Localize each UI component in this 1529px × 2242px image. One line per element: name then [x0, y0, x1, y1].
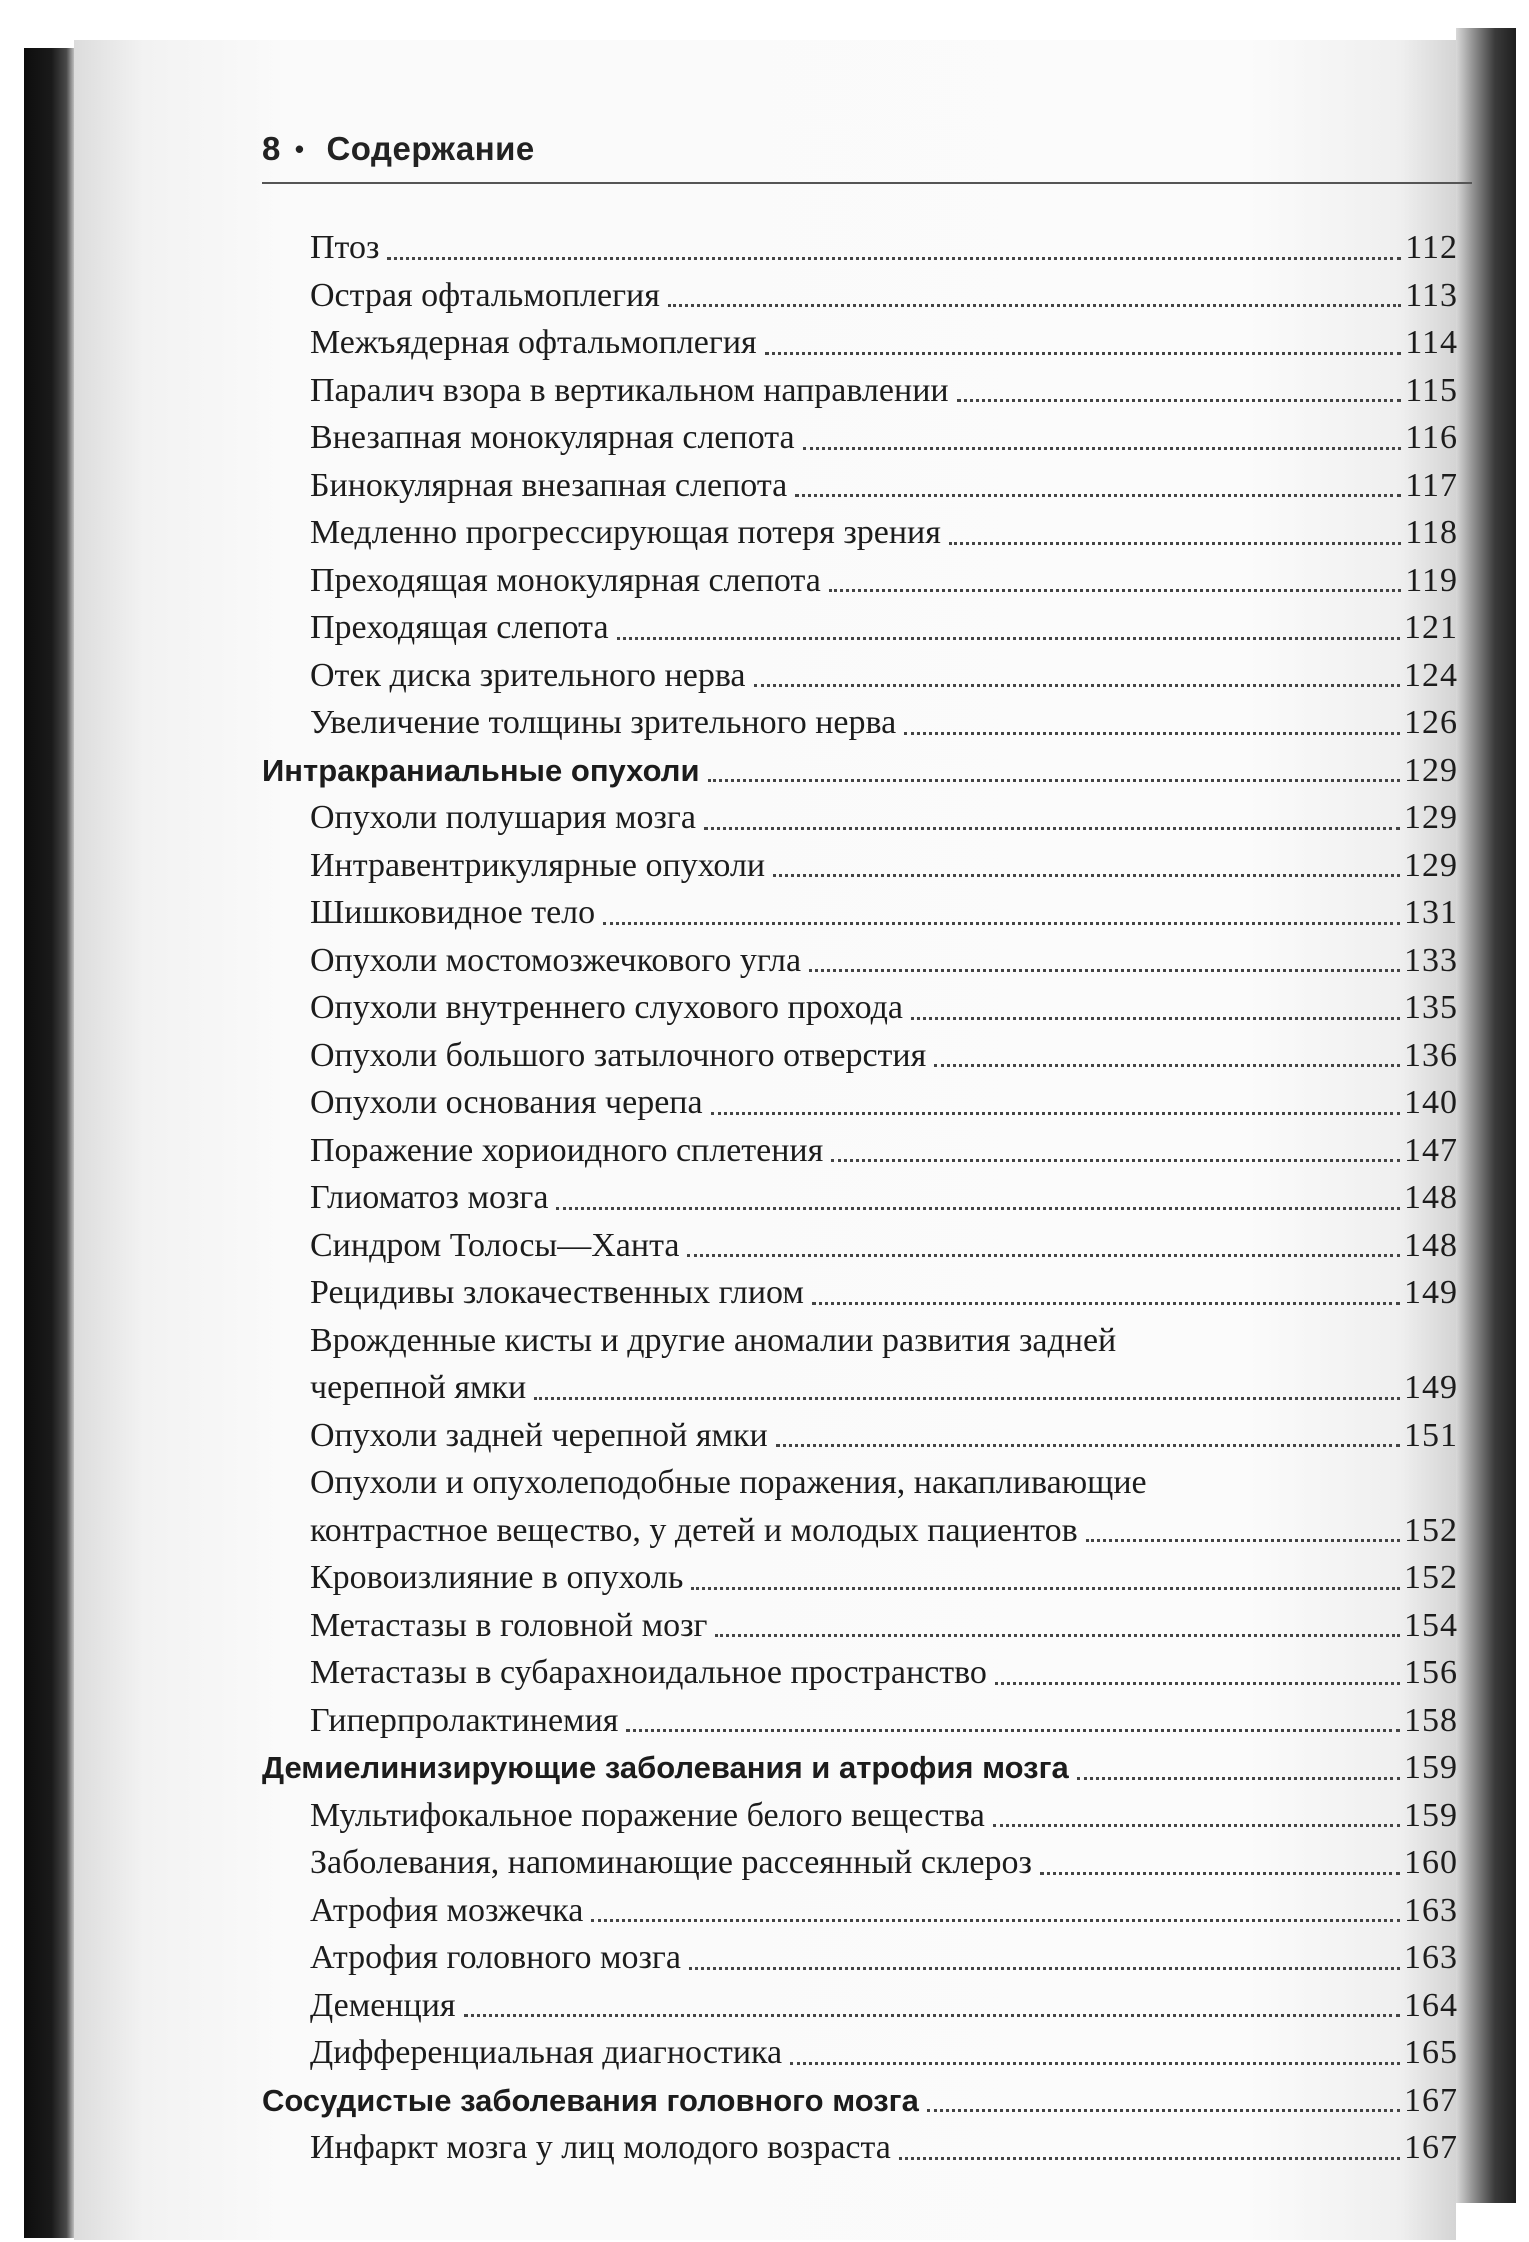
toc-entry-title: Атрофия мозжечка — [310, 1891, 584, 1929]
toc-page-number: 152 — [1404, 1559, 1458, 1596]
dot-leader — [387, 257, 1401, 260]
toc-page-number: 140 — [1404, 1084, 1458, 1121]
dot-leader — [689, 1967, 1400, 1970]
toc-page-number: 156 — [1404, 1654, 1458, 1691]
toc-page-number: 151 — [1404, 1416, 1458, 1454]
toc-entry-title: Синдром Толосы—Ханта — [310, 1226, 680, 1264]
toc-page-number: 129 — [1404, 846, 1458, 884]
toc-entry-title: Заболевания, напоминающие рассеянный склероз — [310, 1844, 1032, 1881]
toc-page-number: 158 — [1404, 1701, 1458, 1739]
dot-leader — [711, 1112, 1400, 1115]
toc-entry-title: Интравентрикулярные опухоли — [310, 846, 766, 884]
toc-entry[interactable] — [310, 1032, 1458, 1080]
toc-entry-title: Увеличение толщины зрительного нерва — [310, 704, 897, 741]
toc-entry-title: Птоз — [310, 229, 380, 266]
toc-entry-title: Преходящая слепота — [310, 609, 609, 646]
toc-entry[interactable] — [310, 2124, 1458, 2172]
bullet-separator: • — [294, 133, 305, 164]
dot-leader — [995, 1682, 1400, 1685]
toc-entry-title: Опухоли мостомозжечкового угла — [310, 941, 802, 979]
dot-leader — [687, 1254, 1400, 1257]
toc-page-number: 115 — [1405, 371, 1458, 409]
toc-entry-title-line1: Опухоли и опухолеподобные поражения, накапливающие — [310, 1464, 1147, 1501]
toc-page-number: 154 — [1404, 1606, 1458, 1644]
toc-entry-title: Рецидивы злокачественных глиом — [310, 1274, 804, 1311]
toc-entry[interactable] — [310, 1887, 1458, 1935]
dot-leader — [556, 1207, 1400, 1210]
running-head — [262, 130, 535, 168]
scan-binding-shadow-left — [24, 48, 74, 2238]
toc-entry-title: Поражение хориоидного сплетения — [310, 1131, 824, 1169]
dot-leader — [899, 2157, 1400, 2160]
toc-entry[interactable] — [310, 1839, 1458, 1887]
dot-leader — [790, 2062, 1400, 2065]
dot-leader — [829, 589, 1401, 592]
dot-leader — [993, 1824, 1400, 1827]
toc-entry-title: Межъядерная офтальмоплегия — [310, 324, 757, 361]
toc-page-number: 148 — [1404, 1179, 1458, 1216]
toc-entry[interactable] — [310, 1934, 1458, 1982]
toc-page-number: 133 — [1404, 941, 1458, 979]
toc-entry[interactable] — [310, 1269, 1458, 1317]
toc-entry-title: Опухоли полушария мозга — [310, 799, 696, 836]
toc-page-number: 149 — [1404, 1274, 1458, 1311]
toc-entry[interactable] — [310, 462, 1458, 510]
toc-page-number: 149 — [1404, 1369, 1458, 1406]
toc-entry-title: Медленно прогрессирующая потеря зрения — [310, 514, 941, 551]
toc-page-number: 135 — [1404, 989, 1458, 1026]
toc-entry[interactable] — [310, 1792, 1458, 1840]
toc-entry-title: Острая офтальмоплегия — [310, 276, 660, 314]
toc-entry-title: Паралич взора в вертикальном направлении — [310, 371, 949, 409]
toc-entry[interactable] — [310, 984, 1458, 1032]
toc-entry-title: Опухоли внутреннего слухового прохода — [310, 989, 904, 1026]
toc-page-number: 167 — [1404, 2129, 1458, 2166]
toc-entry-title: Отек диска зрительного нерва — [310, 656, 746, 694]
toc-entry-title-line2: черепной ямки — [310, 1369, 527, 1406]
toc-page-number: 147 — [1404, 1131, 1458, 1169]
toc-entry[interactable] — [310, 889, 1458, 937]
toc-entry-title: Интракраниальные опухоли — [262, 752, 700, 788]
dot-leader — [626, 1729, 1400, 1732]
dot-leader — [776, 1444, 1400, 1447]
toc-page-number: 113 — [1405, 276, 1458, 314]
toc-entry-title: Опухоли основания черепа — [310, 1084, 703, 1121]
toc-page-number: 129 — [1404, 751, 1458, 789]
toc-page-number: 121 — [1404, 609, 1458, 646]
toc-entry[interactable] — [310, 414, 1458, 462]
toc-entry-title: Внезапная монокулярная слепота — [310, 419, 795, 456]
toc-page-number: 114 — [1405, 324, 1458, 361]
toc-entry[interactable] — [310, 224, 1458, 272]
toc-entry[interactable] — [310, 1697, 1458, 1745]
dot-leader — [617, 637, 1400, 640]
toc-entry[interactable] — [310, 604, 1458, 652]
toc-page-number: 163 — [1404, 1939, 1458, 1976]
toc-page-number: 164 — [1404, 1986, 1458, 2024]
toc-page-number: 112 — [1405, 229, 1458, 266]
dot-leader — [911, 1017, 1400, 1020]
toc-entry-title: Бинокулярная внезапная слепота — [310, 466, 788, 504]
dot-leader — [957, 399, 1402, 402]
toc-page-number: 165 — [1404, 2034, 1458, 2071]
dot-leader — [809, 969, 1400, 972]
toc-entry-title: Опухоли задней черепной ямки — [310, 1416, 768, 1454]
toc-page-number: 167 — [1404, 2081, 1458, 2119]
toc-entry-title: Деменция — [310, 1986, 456, 2024]
toc-entry[interactable] — [310, 794, 1458, 842]
toc-entry-title: Дифференциальная диагностика — [310, 2034, 783, 2071]
toc-entry-title: Сосудистые заболевания головного мозга — [262, 2082, 919, 2118]
dot-leader — [704, 827, 1400, 830]
toc-entry[interactable] — [310, 842, 1458, 890]
toc-entry-title: Кровоизлияние в опухоль — [310, 1559, 684, 1596]
dot-leader — [934, 1064, 1400, 1067]
dot-leader — [464, 2014, 1400, 2017]
dot-leader — [812, 1302, 1400, 1305]
toc-section-entry[interactable] — [262, 1744, 1458, 1792]
toc-page-number: 124 — [1404, 656, 1458, 694]
toc-entry-title: Демиелинизирующие заболевания и атрофия мозга — [262, 1750, 1069, 1785]
toc-page-number: 152 — [1404, 1511, 1458, 1549]
toc-entry-title: Преходящая монокулярная слепота — [310, 561, 821, 599]
toc-entry[interactable] — [310, 937, 1458, 985]
toc-entry[interactable] — [310, 1412, 1458, 1460]
toc-entry[interactable] — [310, 1222, 1458, 1270]
dot-leader — [1077, 1777, 1400, 1780]
toc-entry-title: Гиперпролактинемия — [310, 1701, 619, 1739]
toc-entry[interactable] — [310, 367, 1458, 415]
toc-page-number: 159 — [1404, 1749, 1458, 1786]
dot-leader — [904, 732, 1400, 735]
running-head-title: Содержание — [326, 130, 535, 167]
toc-page-number: 116 — [1405, 419, 1458, 456]
toc-page-number: 126 — [1404, 704, 1458, 741]
toc-entry[interactable] — [310, 1459, 1458, 1554]
toc-page-number: 131 — [1404, 894, 1458, 931]
toc-entry-title: Метастазы в головной мозг — [310, 1606, 708, 1644]
dot-leader — [803, 447, 1402, 450]
header-rule — [262, 182, 1472, 184]
toc-entry-title: Инфаркт мозга у лиц молодого возраста — [310, 2129, 891, 2166]
toc-page-number: 136 — [1404, 1036, 1458, 1074]
toc-section-entry[interactable] — [262, 2077, 1458, 2125]
toc-entry[interactable] — [310, 2029, 1458, 2077]
dot-leader — [691, 1587, 1400, 1590]
toc-entry[interactable] — [310, 1127, 1458, 1175]
dot-leader — [591, 1919, 1400, 1922]
dot-leader — [765, 352, 1402, 355]
toc-entry[interactable] — [310, 652, 1458, 700]
toc-entry[interactable] — [310, 272, 1458, 320]
toc-page-number: 118 — [1405, 514, 1458, 551]
toc-entry[interactable] — [310, 509, 1458, 557]
toc-page-number: 159 — [1404, 1796, 1458, 1834]
toc-page-number: 163 — [1404, 1891, 1458, 1929]
dot-leader — [534, 1397, 1400, 1400]
dot-leader — [708, 779, 1400, 782]
toc-entry-title: Опухоли большого затылочного отверстия — [310, 1036, 927, 1074]
dot-leader — [715, 1634, 1400, 1637]
dot-leader — [668, 304, 1401, 307]
page-number: 8 — [262, 130, 281, 167]
dot-leader — [1040, 1872, 1400, 1875]
toc-entry-title: Метастазы в субарахноидальное пространство — [310, 1654, 987, 1691]
dot-leader — [603, 922, 1400, 925]
dot-leader — [949, 542, 1401, 545]
toc-entry-title: Шишковидное тело — [310, 894, 596, 931]
toc-entry-title-line1: Врожденные кисты и другие аномалии развития задней — [310, 1321, 1117, 1359]
toc-entry-title: Мультифокальное поражение белого вещества — [310, 1796, 985, 1834]
toc-page-number: 148 — [1404, 1226, 1458, 1264]
toc-entry-title-line2: контрастное вещество, у детей и молодых пациентов — [310, 1511, 1078, 1549]
toc-page-number: 160 — [1404, 1844, 1458, 1881]
table-of-contents — [262, 224, 1458, 2172]
toc-entry[interactable] — [310, 1079, 1458, 1127]
toc-section-entry[interactable] — [262, 747, 1458, 795]
toc-page-number: 119 — [1405, 561, 1458, 599]
toc-entry[interactable] — [310, 1554, 1458, 1602]
dot-leader — [831, 1159, 1400, 1162]
toc-page-number: 129 — [1404, 799, 1458, 836]
toc-entry[interactable] — [310, 1982, 1458, 2030]
toc-entry[interactable] — [310, 319, 1458, 367]
toc-entry-title: Глиоматоз мозга — [310, 1179, 549, 1216]
toc-entry-title: Атрофия головного мозга — [310, 1939, 681, 1976]
dot-leader — [773, 874, 1400, 877]
dot-leader — [927, 2109, 1400, 2112]
toc-entry[interactable] — [310, 1649, 1458, 1697]
toc-entry[interactable] — [310, 1174, 1458, 1222]
toc-entry[interactable] — [310, 557, 1458, 605]
toc-page-number: 117 — [1405, 466, 1458, 504]
scan-edge-shadow-right — [1456, 28, 1516, 2203]
toc-entry[interactable] — [310, 1602, 1458, 1650]
dot-leader — [1086, 1539, 1400, 1542]
toc-entry[interactable] — [310, 699, 1458, 747]
dot-leader — [795, 494, 1401, 497]
dot-leader — [754, 684, 1400, 687]
toc-entry[interactable] — [310, 1317, 1458, 1412]
